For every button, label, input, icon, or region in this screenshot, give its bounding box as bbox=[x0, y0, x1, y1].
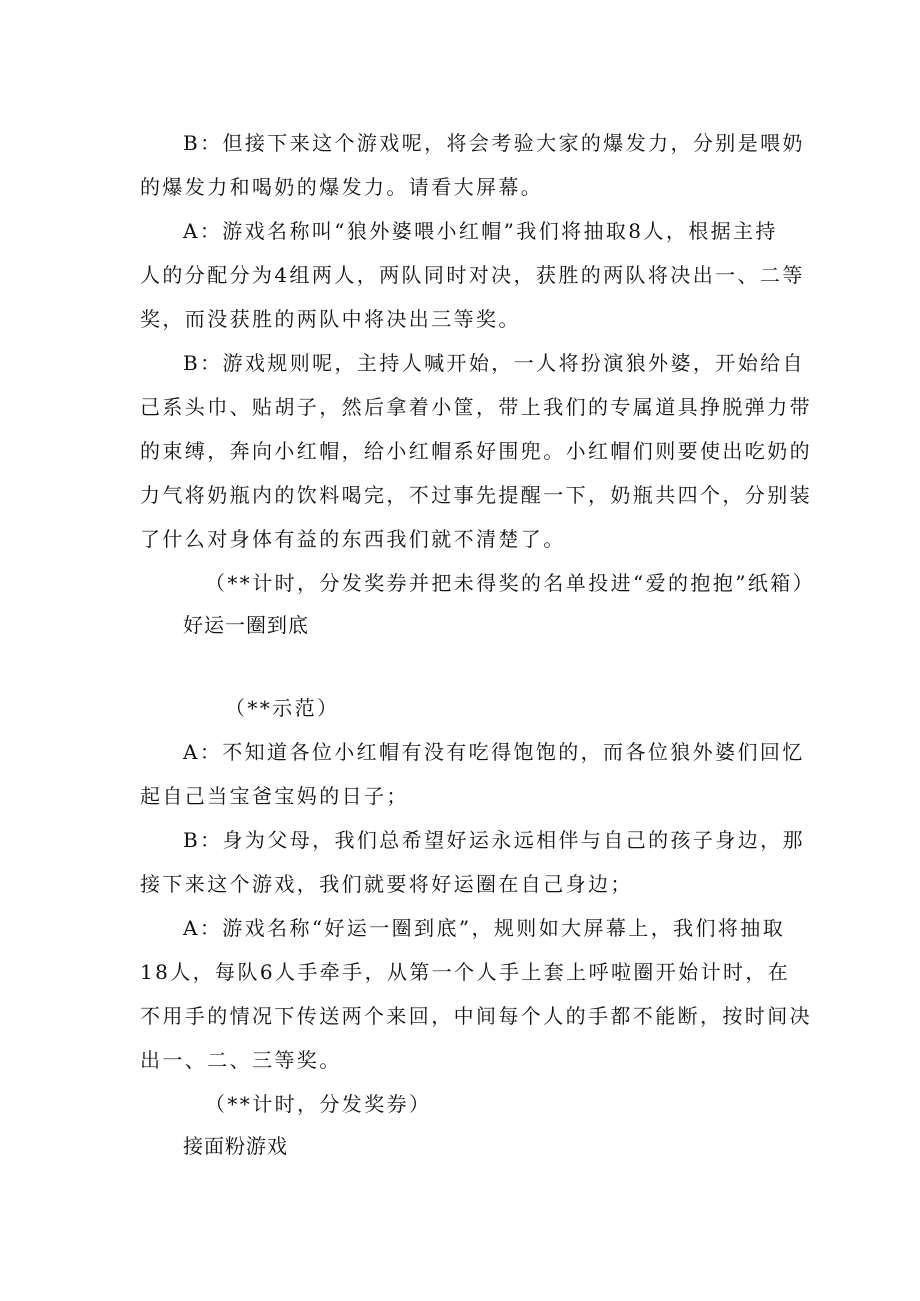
paragraph-line: 起自己当宝爸宝妈的日子； bbox=[140, 784, 409, 808]
stage-note: （**计时，分发奖券） bbox=[205, 1092, 432, 1116]
paragraph-line: 出一、二、三等奖。 bbox=[140, 1048, 342, 1072]
paragraph-line: 己系头巾、贴胡子，然后拿着小筐，带上我们的专属道具挣脱弹力带 bbox=[140, 395, 812, 419]
paragraph-line: 力气将奶瓶内的饮料喝完，不过事先提醒一下，奶瓶共四个，分别装 bbox=[140, 483, 812, 507]
section-heading: 好运一圈到底 bbox=[183, 613, 309, 637]
paragraph-line: A：不知道各位小红帽有没有吃得饱饱的，而各位狼外婆们回忆 bbox=[183, 740, 805, 764]
paragraph-line: 的爆发力和喝奶的爆发力。请看大屏幕。 bbox=[140, 175, 544, 199]
section-heading: 接面粉游戏 bbox=[183, 1134, 288, 1158]
paragraph-line: A：游戏名称叫“狼外婆喂小红帽”我们将抽取8人，根据主持 bbox=[183, 219, 778, 243]
stage-note: （**计时，分发奖券并把未得奖的名单投进“爱的抱抱”纸箱） bbox=[205, 571, 816, 595]
paragraph-line: B：身为父母，我们总希望好运永远相伴与自己的孩子身边，那 bbox=[183, 828, 805, 852]
paragraph-line: 接下来这个游戏，我们就要将好运圈在自己身边； bbox=[140, 872, 633, 896]
paragraph-line: 了什么对身体有益的东西我们就不清楚了。 bbox=[140, 527, 566, 551]
paragraph-line: A：游戏名称“好运一圈到底”，规则如大屏幕上，我们将抽取 bbox=[183, 916, 786, 940]
paragraph-line: 不用手的情况下传送两个来回，中间每个人的手都不能断，按时间决 bbox=[140, 1004, 812, 1028]
paragraph-line: 的束缚，奔向小红帽，给小红帽系好围兜。小红帽们则要使出吃奶的 bbox=[140, 439, 812, 463]
paragraph-line: 18人，每队6人手牵手，从第一个人手上套上呼啦圈开始计时，在 bbox=[140, 960, 791, 984]
paragraph-line: 人的分配分为4组两人，两队同时对决，获胜的两队将决出一、二等 bbox=[140, 263, 805, 287]
paragraph-line: B：但接下来这个游戏呢，将会考验大家的爆发力，分别是喂奶 bbox=[183, 131, 805, 155]
stage-note: （**示范） bbox=[225, 696, 340, 720]
paragraph-line: 奖，而没获胜的两队中将决出三等奖。 bbox=[140, 307, 521, 331]
paragraph-line: B：游戏规则呢，主持人喊开始，一人将扮演狼外婆，开始给自 bbox=[183, 351, 805, 375]
